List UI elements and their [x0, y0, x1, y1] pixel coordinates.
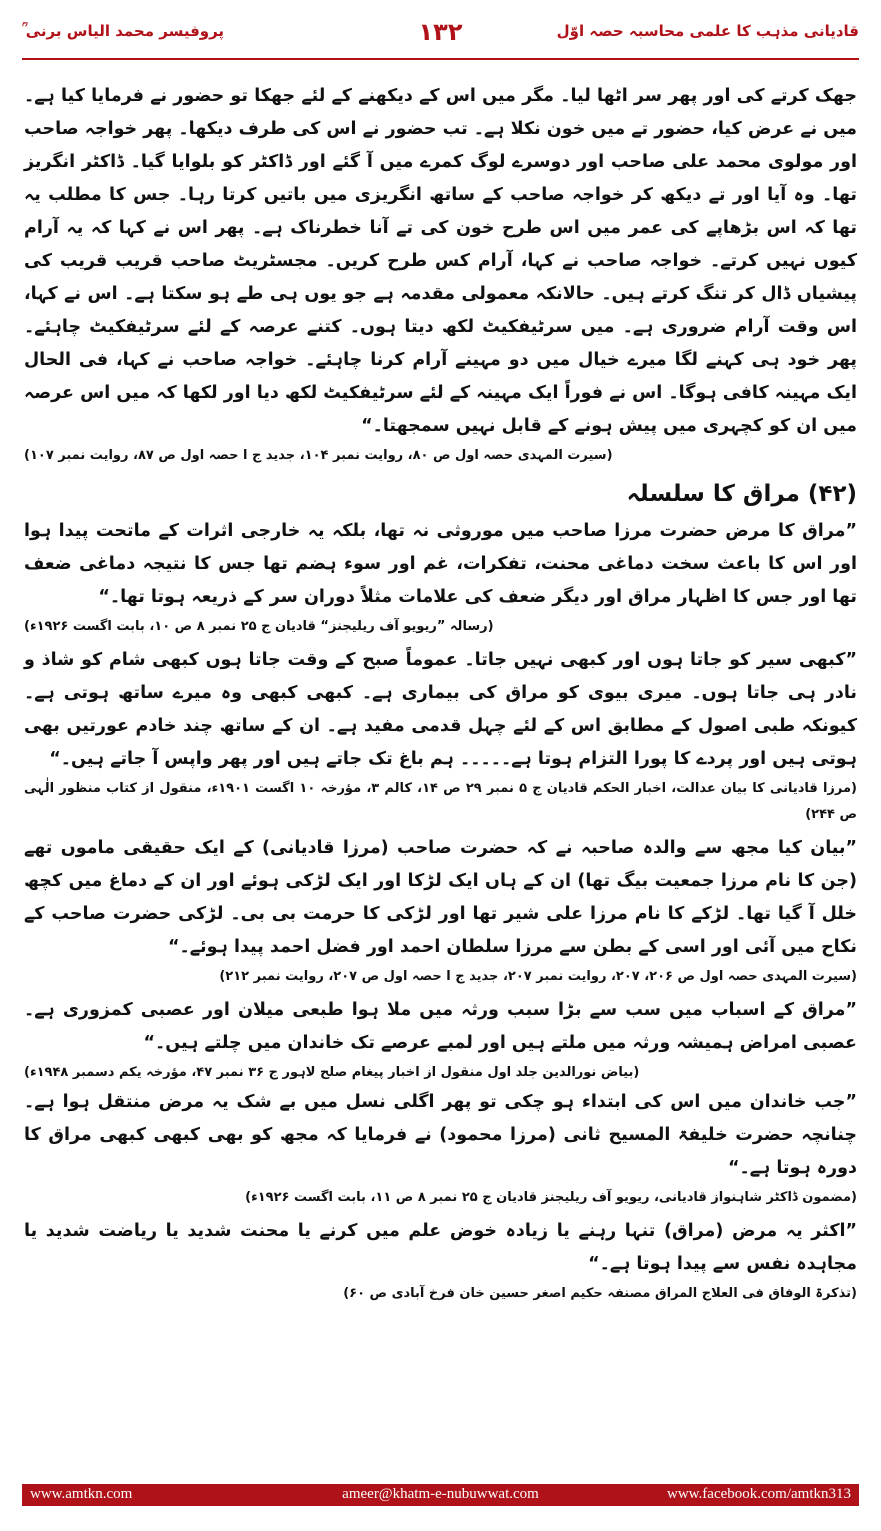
footer-facebook-link[interactable]: www.facebook.com/amtkn313 — [667, 1486, 851, 1502]
page-footer — [22, 1484, 859, 1506]
paragraph-3: ”کبھی سیر کو جاتا ہوں اور کبھی نہیں جاتا۔ عموماً صبح کے وقت جاتا ہوں کبھی شام کو شاذ و نادر ہی جاتا ہوں۔ میری بیوی کو مراق کی بیماری ہے۔ کبھی کبھی وہ میرے ساتھ ہوتی ہے۔ کیونکہ طبی اصول کے مطابق اس کے لئے چہل قدمی مفید ہے۔ ان کے ساتھ چند خادم عورتیں بھی ہوتی ہیں اور پردے کا پورا التزام ہوتا ہے۔۔۔۔۔ ہم باغ تک جاتے ہیں اور پھر واپس آ جاتے ہیں۔“ — [24, 650, 857, 769]
page-header — [22, 18, 859, 54]
footer-email-link[interactable]: ameer@khatm-e-nubuwwat.com — [342, 1486, 539, 1502]
page-number: ۱۳۲ — [418, 18, 463, 46]
reference-5: (بیاض نورالدین جلد اول منقول از اخبار پیغام صلح لاہور ج ۳۶ نمبر ۴۷، مؤرخہ یکم دسمبر ۱۹۴۸ء) — [24, 1065, 640, 1080]
reference-2: (رسالہ ”ریویو آف ریلیجنز“ قادیان ج ۲۵ نمبر ۸ ص ۱۰، بابت اگست ۱۹۲۶ء) — [24, 619, 494, 634]
paragraph-1: جھک کرتے کی اور پھر سر اٹھا لیا۔ مگر میں اس کے دیکھنے کے لئے جھکا تو حضور نے فرمایا کیا ہے۔ میں نے عرض کیا، حضور تے میں خون نکلا ہے۔ تب حضور نے اس کی طرف دیکھا۔ پھر خواجہ صاحب اور مولوی محمد علی صاحب اور دوسرے لوگ کمرے میں آ گئے اور ڈاکٹر کو بلوایا گیا۔ ڈاکٹر انگریز تھا۔ وہ آیا اور تے دیکھ کر خواجہ صاحب کے ساتھ انگریزی میں باتیں کرتا رہا۔ جس کا مطلب یہ تھا کہ اس بڑھاپے کی عمر میں اس طرح خون کی تے آنا خطرناک ہے۔ پھر اس نے کہا کہ یہ آرام کیوں نہیں کرتے۔ خواجہ صاحب نے کہا، آرام کس طرح کریں۔ مجسٹریٹ صاحب قریب قریب کی پیشیاں ڈال کر تنگ کرتے ہیں۔ حالانکہ معمولی مقدمہ ہے جو یوں ہی طے ہو سکتا ہے۔ اس نے کہا، اس وقت آرام ضروری ہے۔ میں سرٹیفکیٹ لکھ دیتا ہوں۔ کتنے عرصہ کے لئے سرٹیفکیٹ چاہئے۔ پھر خود ہی کہنے لگا میرے خیال میں دو مہینے آرام کرنا چاہئے۔ خواجہ صاحب نے کہا، فی الحال ایک مہینہ کافی ہوگا۔ اس نے فوراً ایک مہینہ کے لئے سرٹیفکیٹ لکھ دیا اور لکھا کہ میں اس عرصہ میں ان کو کچہری میں پیش ہونے کے قابل نہیں سمجھتا۔“ — [24, 86, 857, 436]
author-name: پروفیسر محمد الیاس برنی ؒ — [22, 22, 225, 40]
reference-3: (مرزا قادیانی کا بیان عدالت، اخبار الحکم قادیان ج ۵ نمبر ۲۹ ص ۱۴، کالم ۳، مؤرخہ ۱۰ اگست ۱۹۰۱ء، منقول از کتاب منظور الٰہی ص ۲۴۴) — [24, 781, 857, 822]
reference-6: (مضمون ڈاکٹر شاہنواز قادیانی، ریویو آف ریلیجنز قادیان ج ۲۵ نمبر ۸ ص ۱۱، بابت اگست ۱۹۲۶ء) — [245, 1190, 857, 1205]
paragraph-5: ”مراق کے اسباب میں سب سے بڑا سبب ورثہ میں ملا ہوا طبعی میلان اور عصبی کمزوری ہے۔ عصبی امراض ہمیشہ ورثہ میں ملتے ہیں اور لمبے عرصے تک خاندان میں چلتے ہیں۔“ — [24, 1000, 857, 1053]
paragraph-2: ”مراق کا مرض حضرت مرزا صاحب میں موروثی نہ تھا، بلکہ یہ خارجی اثرات کے ماتحت پیدا ہوا اور اس کا باعث سخت دماغی محنت، تفکرات، غم اور سوء ہضم تھا جس کا نتیجہ دماغی ضعف تھا اور جس کا اظہار مراق اور دیگر ضعف کی علامات مثلاً دوران سر کے ذریعہ ہوتا تھا۔“ — [24, 521, 857, 607]
reference-4: (سیرت المہدی حصہ اول ص ۲۰۶، ۲۰۷، روایت نمبر ۲۰۷، جدید ج ا حصہ اول ص ۲۰۷، روایت نمبر ۲۱۲) — [219, 969, 857, 984]
header-divider — [22, 58, 859, 60]
paragraph-6: ”جب خاندان میں اس کی ابتداء ہو چکی تو پھر اگلی نسل میں بے شک یہ مرض منتقل ہوا ہے۔ چنانچہ حضرت خلیفۃ المسیح ثانی (مرزا محمود) نے فرمایا کہ مجھ کو بھی کبھی کبھی مراق کا دورہ ہوتا ہے۔“ — [24, 1092, 857, 1178]
body-text — [24, 80, 857, 1307]
section-heading: (۴۲) مراق کا سلسلہ — [626, 481, 857, 507]
paragraph-4: ”بیان کیا مجھ سے والدہ صاحبہ نے کہ حضرت صاحب (مرزا قادیانی) کے ایک حقیقی ماموں تھے (جن کا نام مرزا جمعیت بیگ تھا) ان کے ہاں ایک لڑکا اور ایک لڑکی ہوئے اور ان کے دماغ میں کچھ خلل آ گیا تھا۔ لڑکے کا نام مرزا علی شیر تھا اور لڑکی کا حرمت بی بی۔ لڑکی حضرت صاحب کے نکاح میں آئی اور اسی کے بطن سے مرزا سلطان احمد اور فضل احمد پیدا ہوئے۔“ — [24, 838, 857, 957]
reference-1: (سیرت المہدی حصہ اول ص ۸۰، روایت نمبر ۱۰۴، جدید ج ا حصہ اول ص ۸۷، روایت نمبر ۱۰۷) — [24, 448, 613, 463]
paragraph-7: ”اکثر یہ مرض (مراق) تنہا رہنے یا زیادہ خوض علم میں کرنے یا محنت شدید یا ریاضت شدید یا مجاہدہ نفس سے پیدا ہوتا ہے۔“ — [24, 1221, 857, 1274]
reference-7: (تذکرۃ الوفاق فی العلاج المراق مصنفہ حکیم اصغر حسین خان فرخ آبادی ص ۶۰) — [343, 1286, 857, 1301]
book-title: قادیانی مذہب کا علمی محاسبہ حصہ اوّل — [556, 22, 859, 40]
footer-website-link[interactable]: www.amtkn.com — [30, 1486, 133, 1502]
